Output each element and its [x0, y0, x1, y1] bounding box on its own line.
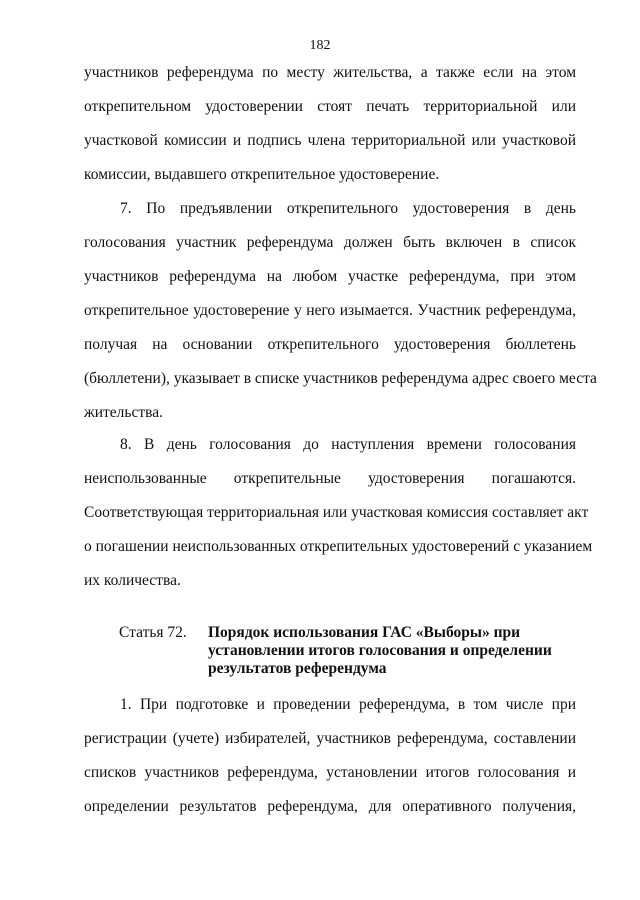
text-line: 8. В день голосования до наступления времени голосования — [120, 436, 576, 453]
text-line: участников референдума на любом участке референдума, при этом — [84, 268, 576, 285]
paragraph-article-72-item-1 — [84, 688, 576, 824]
paragraph-continuation — [84, 56, 576, 192]
text-line: голосования участник референдума должен быть включен в список — [84, 234, 576, 251]
page-number: 182 — [309, 38, 331, 53]
text-line: их количества. — [84, 572, 181, 589]
article-title-line: Порядок использования ГАС «Выборы» при — [208, 624, 521, 641]
article-title-line: результатов референдума — [208, 660, 387, 677]
text-line: жительства. — [84, 404, 163, 421]
text-line: открепительном удостоверении стоят печать территориальной или — [84, 98, 576, 115]
text-line: комиссии, выдавшего открепительное удостоверение. — [84, 166, 440, 183]
text-line: неиспользованные открепительные удостоверения погашаются. — [84, 470, 576, 487]
text-line: списков участников референдума, установлении итогов голосования и — [84, 764, 576, 781]
article-label: Статья 72. — [119, 624, 187, 641]
text-line: участковой комиссии и подпись члена территориальной или участковой — [84, 132, 576, 149]
text-line: 1. При подготовке и проведении референдума, в том числе при — [120, 696, 576, 713]
text-line: (бюллетени), указывает в списке участников референдума адрес своего места — [84, 370, 597, 387]
text-line: открепительное удостоверение у него изымается. Участник референдума, — [84, 302, 576, 319]
text-line: регистрации (учете) избирателей, участников референдума, составлении — [84, 730, 576, 747]
article-title — [208, 624, 568, 678]
text-line: участников референдума по месту жительства, а также если на этом — [84, 64, 576, 81]
text-line: определении результатов референдума, для оперативного получения, — [84, 798, 576, 815]
text-line: получая на основании открепительного удостоверения бюллетень — [84, 336, 576, 353]
article-title-line: установлении итогов голосования и определении — [208, 642, 552, 659]
text-line: 7. По предъявлении открепительного удостоверения в день — [120, 200, 576, 217]
paragraph-item-8 — [84, 428, 593, 598]
text-line: Соответствующая территориальная или участковая комиссия составляет акт — [84, 504, 589, 521]
paragraph-item-7 — [84, 192, 597, 430]
text-line: о погашении неиспользованных открепительных удостоверений с указанием — [84, 538, 593, 555]
